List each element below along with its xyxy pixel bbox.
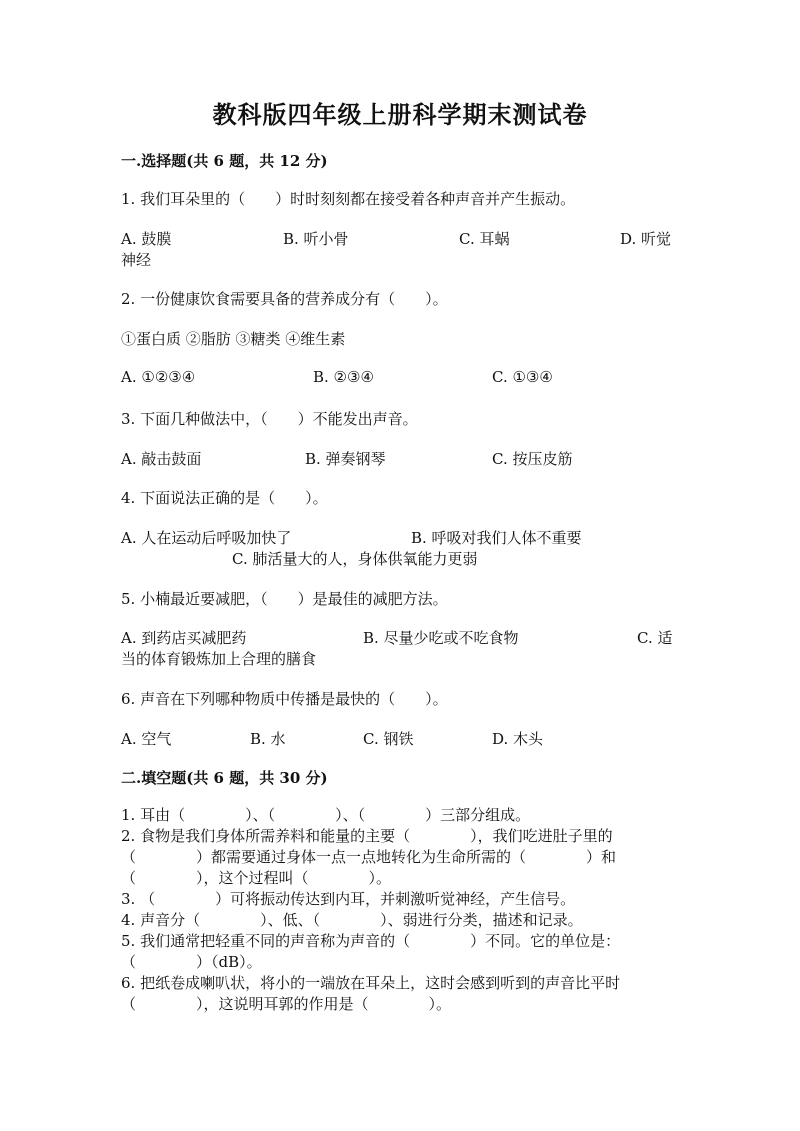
q4-stem: 4. 下面说法正确的是（ ）。: [121, 489, 328, 507]
q1-option-c: C. 耳蜗: [459, 230, 510, 248]
fill-line: （ ）都需要通过身体一点一点地转化为生命所需的（ ）和: [121, 848, 617, 866]
q6-option-d: D. 木头: [492, 730, 544, 748]
fill-line: 4. 声音分（ ）、低、（ ）、弱进行分类，描述和记录。: [121, 911, 583, 929]
q3-stem: 3. 下面几种做法中，（ ）不能发出声音。: [121, 410, 418, 428]
q3-option-a: A. 敲击鼓面: [121, 450, 202, 468]
q5-option-c: C. 适: [637, 629, 673, 647]
q1-option-b: B. 听小骨: [283, 230, 349, 248]
fill-line: 2. 食物是我们身体所需养料和能量的主要（ ），我们吃进肚子里的: [121, 827, 613, 845]
fill-in-questions: [121, 805, 681, 1015]
q3-option-c: C. 按压皮筋: [492, 450, 573, 468]
q2-sub-items: ①蛋白质 ②脂肪 ③糖类 ④维生素: [121, 330, 346, 348]
q2-option-b: B. ②③④: [313, 368, 374, 386]
q5-stem: 5. 小楠最近要减肥，（ ）是最佳的减肥方法。: [121, 590, 448, 608]
fill-line: 6. 把纸卷成喇叭状，将小的一端放在耳朵上，这时会感到听到的声音比平时: [121, 974, 621, 992]
q5-option-a: A. 到药店买减肥药: [121, 629, 247, 647]
fill-line: （ ），这说明耳郭的作用是（ ）。: [121, 995, 452, 1013]
q6-option-b: B. 水: [250, 730, 286, 748]
fill-line: （ ）（dB）。: [121, 953, 262, 971]
q1-stem: 1. 我们耳朵里的（ ）时时刻刻都在接受着各种声音并产生振动。: [121, 190, 576, 208]
q2-option-c: C. ①③④: [492, 368, 553, 386]
q6-option-c: C. 钢铁: [363, 730, 414, 748]
q5-option-c-cont: 当的体育锻炼加上合理的膳食: [121, 650, 317, 668]
section1-heading: 一.选择题(共 6 题，共 12 分): [121, 152, 328, 170]
fill-line: 3. （ ）可将振动传达到内耳，并刺激听觉神经，产生信号。: [121, 890, 576, 908]
q5-option-b: B. 尽量少吃或不吃食物: [363, 629, 519, 647]
q6-stem: 6. 声音在下列哪种物质中传播是最快的（ ）。: [121, 690, 448, 708]
q2-option-a: A. ①②③④: [121, 368, 196, 386]
section2-heading: 二.填空题(共 6 题，共 30 分): [121, 769, 328, 787]
q1-option-a: A. 鼓膜: [121, 230, 172, 248]
exam-title: 教科版四年级上册科学期末测试卷: [212, 100, 588, 129]
fill-line: 1. 耳由（ ）、（ ）、（ ）三部分组成。: [121, 806, 531, 824]
q1-option-d-cont: 神经: [121, 251, 152, 269]
q1-option-d: D. 听觉: [620, 230, 672, 248]
fill-line: （ ），这个过程叫（ ）。: [121, 869, 392, 887]
q4-option-b: B. 呼吸对我们人体不重要: [411, 529, 582, 547]
fill-line: 5. 我们通常把轻重不同的声音称为声音的（ ）不同。它的单位是：: [121, 932, 621, 950]
q6-option-a: A. 空气: [121, 730, 172, 748]
q3-option-b: B. 弹奏钢琴: [305, 450, 386, 468]
q4-option-a: A. 人在运动后呼吸加快了: [121, 529, 292, 547]
q2-stem-text: 2. 一份健康饮食需要具备的营养成分有（ ）。: [121, 290, 448, 308]
q4-option-c: C. 肺活量大的人，身体供氧能力更弱: [232, 550, 478, 568]
